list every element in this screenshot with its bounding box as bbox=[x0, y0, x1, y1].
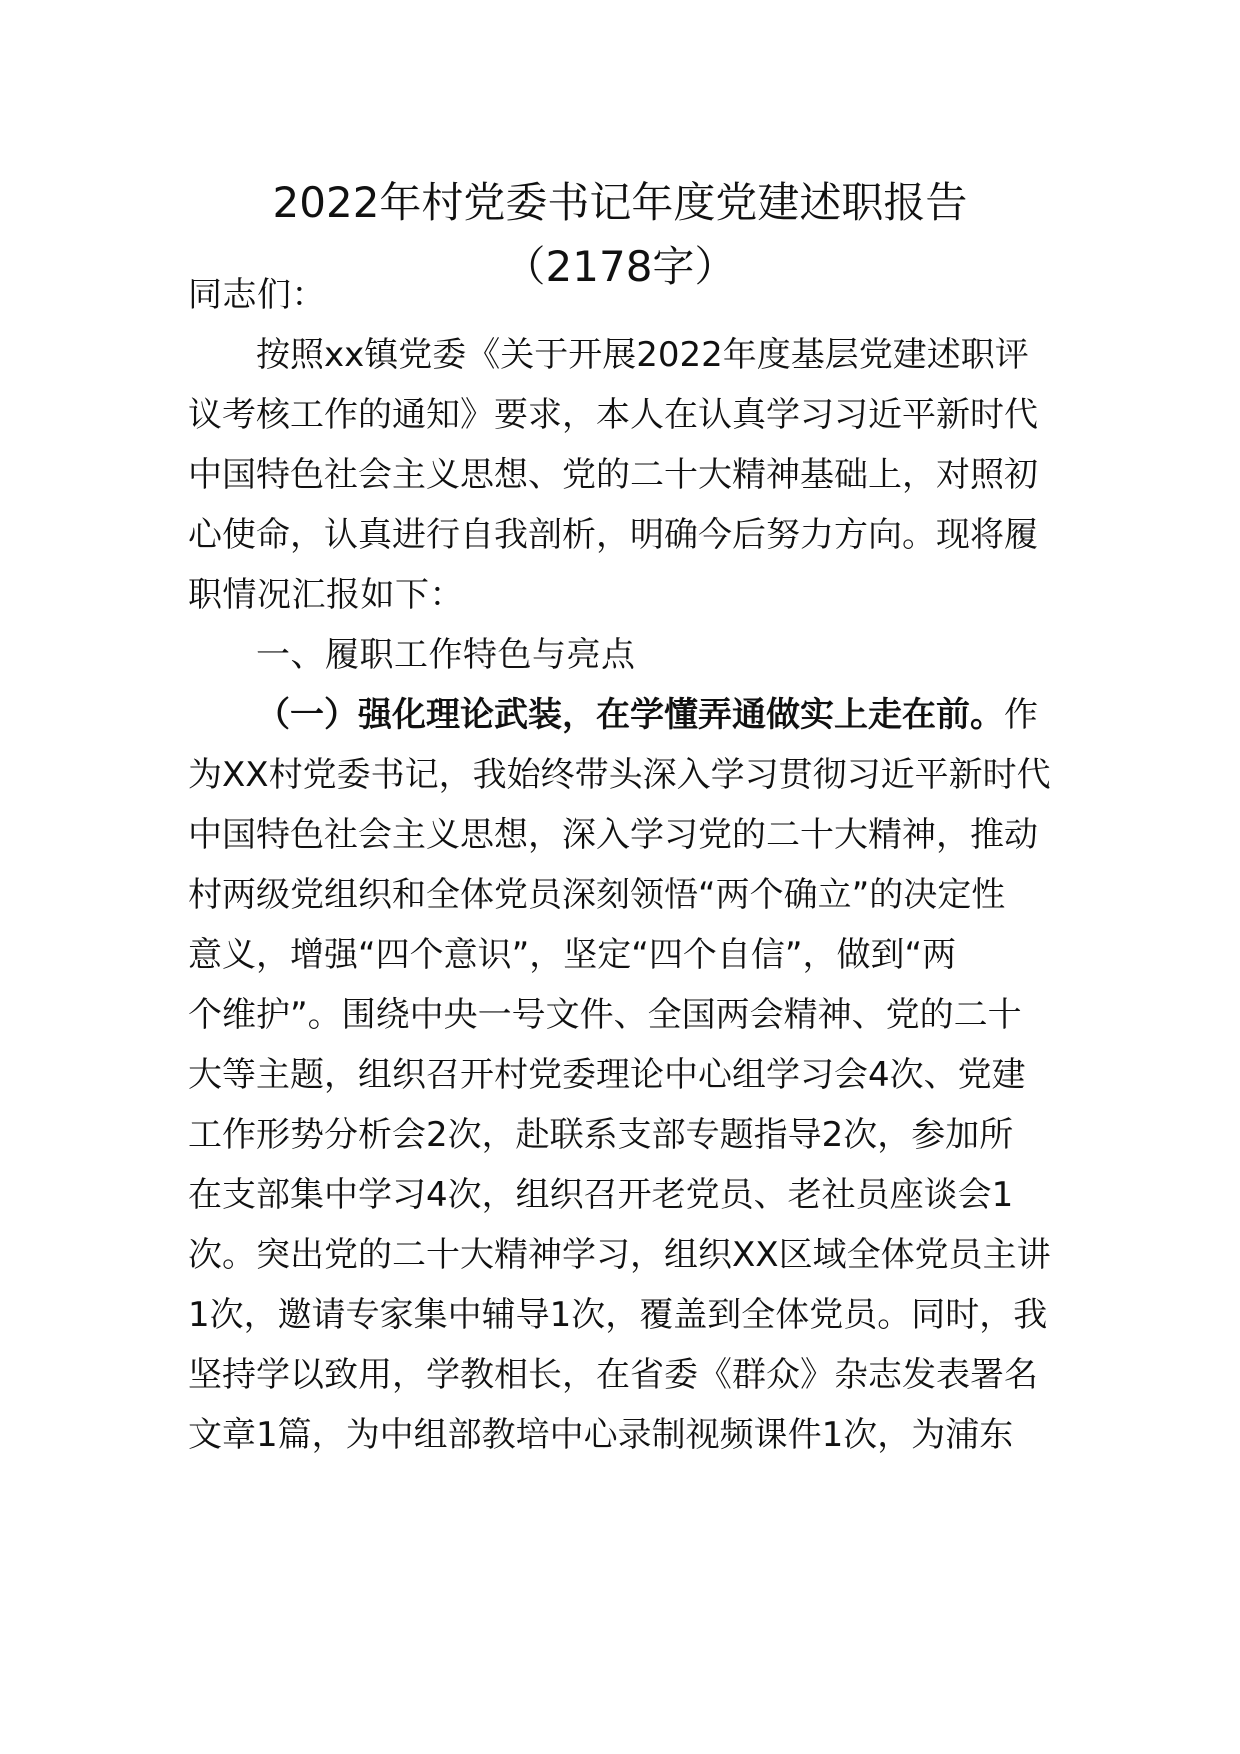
paragraph-line: 次。突出党的二十大精神学习，组织XX区域全体党员主讲 bbox=[188, 1235, 1051, 1275]
section-heading: 一、履职工作特色与亮点 bbox=[256, 635, 636, 675]
paragraph-line: 村两级党组织和全体党员深刻领悟“两个确立”的决定性 bbox=[188, 875, 1006, 915]
paragraph-line: 在支部集中学习4次，组织召开老党员、老社员座谈会1 bbox=[188, 1175, 1014, 1215]
paragraph-line: 意义，增强“四个意识”，坚定“四个自信”，做到“两 bbox=[188, 935, 957, 975]
paragraph-line: 文章1篇，为中组部教培中心录制视频课件1次，为浦东 bbox=[188, 1415, 1014, 1455]
paragraph-line: 中国特色社会主义思想，深入学习党的二十大精神，推动 bbox=[188, 815, 1038, 855]
paragraph-line: 大等主题，组织召开村党委理论中心组学习会4次、党建 bbox=[188, 1055, 1026, 1095]
salutation: 同志们： bbox=[188, 275, 326, 315]
subsection-heading-line bbox=[256, 682, 1054, 748]
paragraph-line: 工作形势分析会2次，赴联系支部专题指导2次，参加所 bbox=[188, 1115, 1014, 1155]
paragraph-line: 中国特色社会主义思想、党的二十大精神基础上，对照初 bbox=[188, 455, 1038, 495]
paragraph-line: 按照xx镇党委《关于开展2022年度基层党建述职评 bbox=[256, 335, 1029, 375]
paragraph-line: 心使命，认真进行自我剖析，明确今后努力方向。现将履 bbox=[188, 515, 1038, 555]
subsection-heading: （一）强化理论武装，在学懂弄通做实上走在前。 bbox=[256, 695, 1004, 735]
paragraph-line: 个维护”。围绕中央一号文件、全国两会精神、党的二十 bbox=[188, 995, 1022, 1035]
document-title: 2022年村党委书记年度党建述职报告 bbox=[272, 178, 968, 227]
paragraph-line: 坚持学以致用，学教相长，在省委《群众》杂志发表署名 bbox=[188, 1355, 1038, 1395]
subsection-heading-tail: 作 bbox=[1004, 695, 1038, 735]
paragraph-line: 1次，邀请专家集中辅导1次，覆盖到全体党员。同时，我 bbox=[188, 1295, 1048, 1335]
document-word-count: （2178字） bbox=[503, 242, 737, 291]
paragraph-line: 议考核工作的通知》要求，本人在认真学习习近平新时代 bbox=[188, 395, 1038, 435]
paragraph-line: 职情况汇报如下： bbox=[188, 575, 464, 615]
paragraph-line: 为XX村党委书记，我始终带头深入学习贯彻习近平新时代 bbox=[188, 755, 1051, 795]
